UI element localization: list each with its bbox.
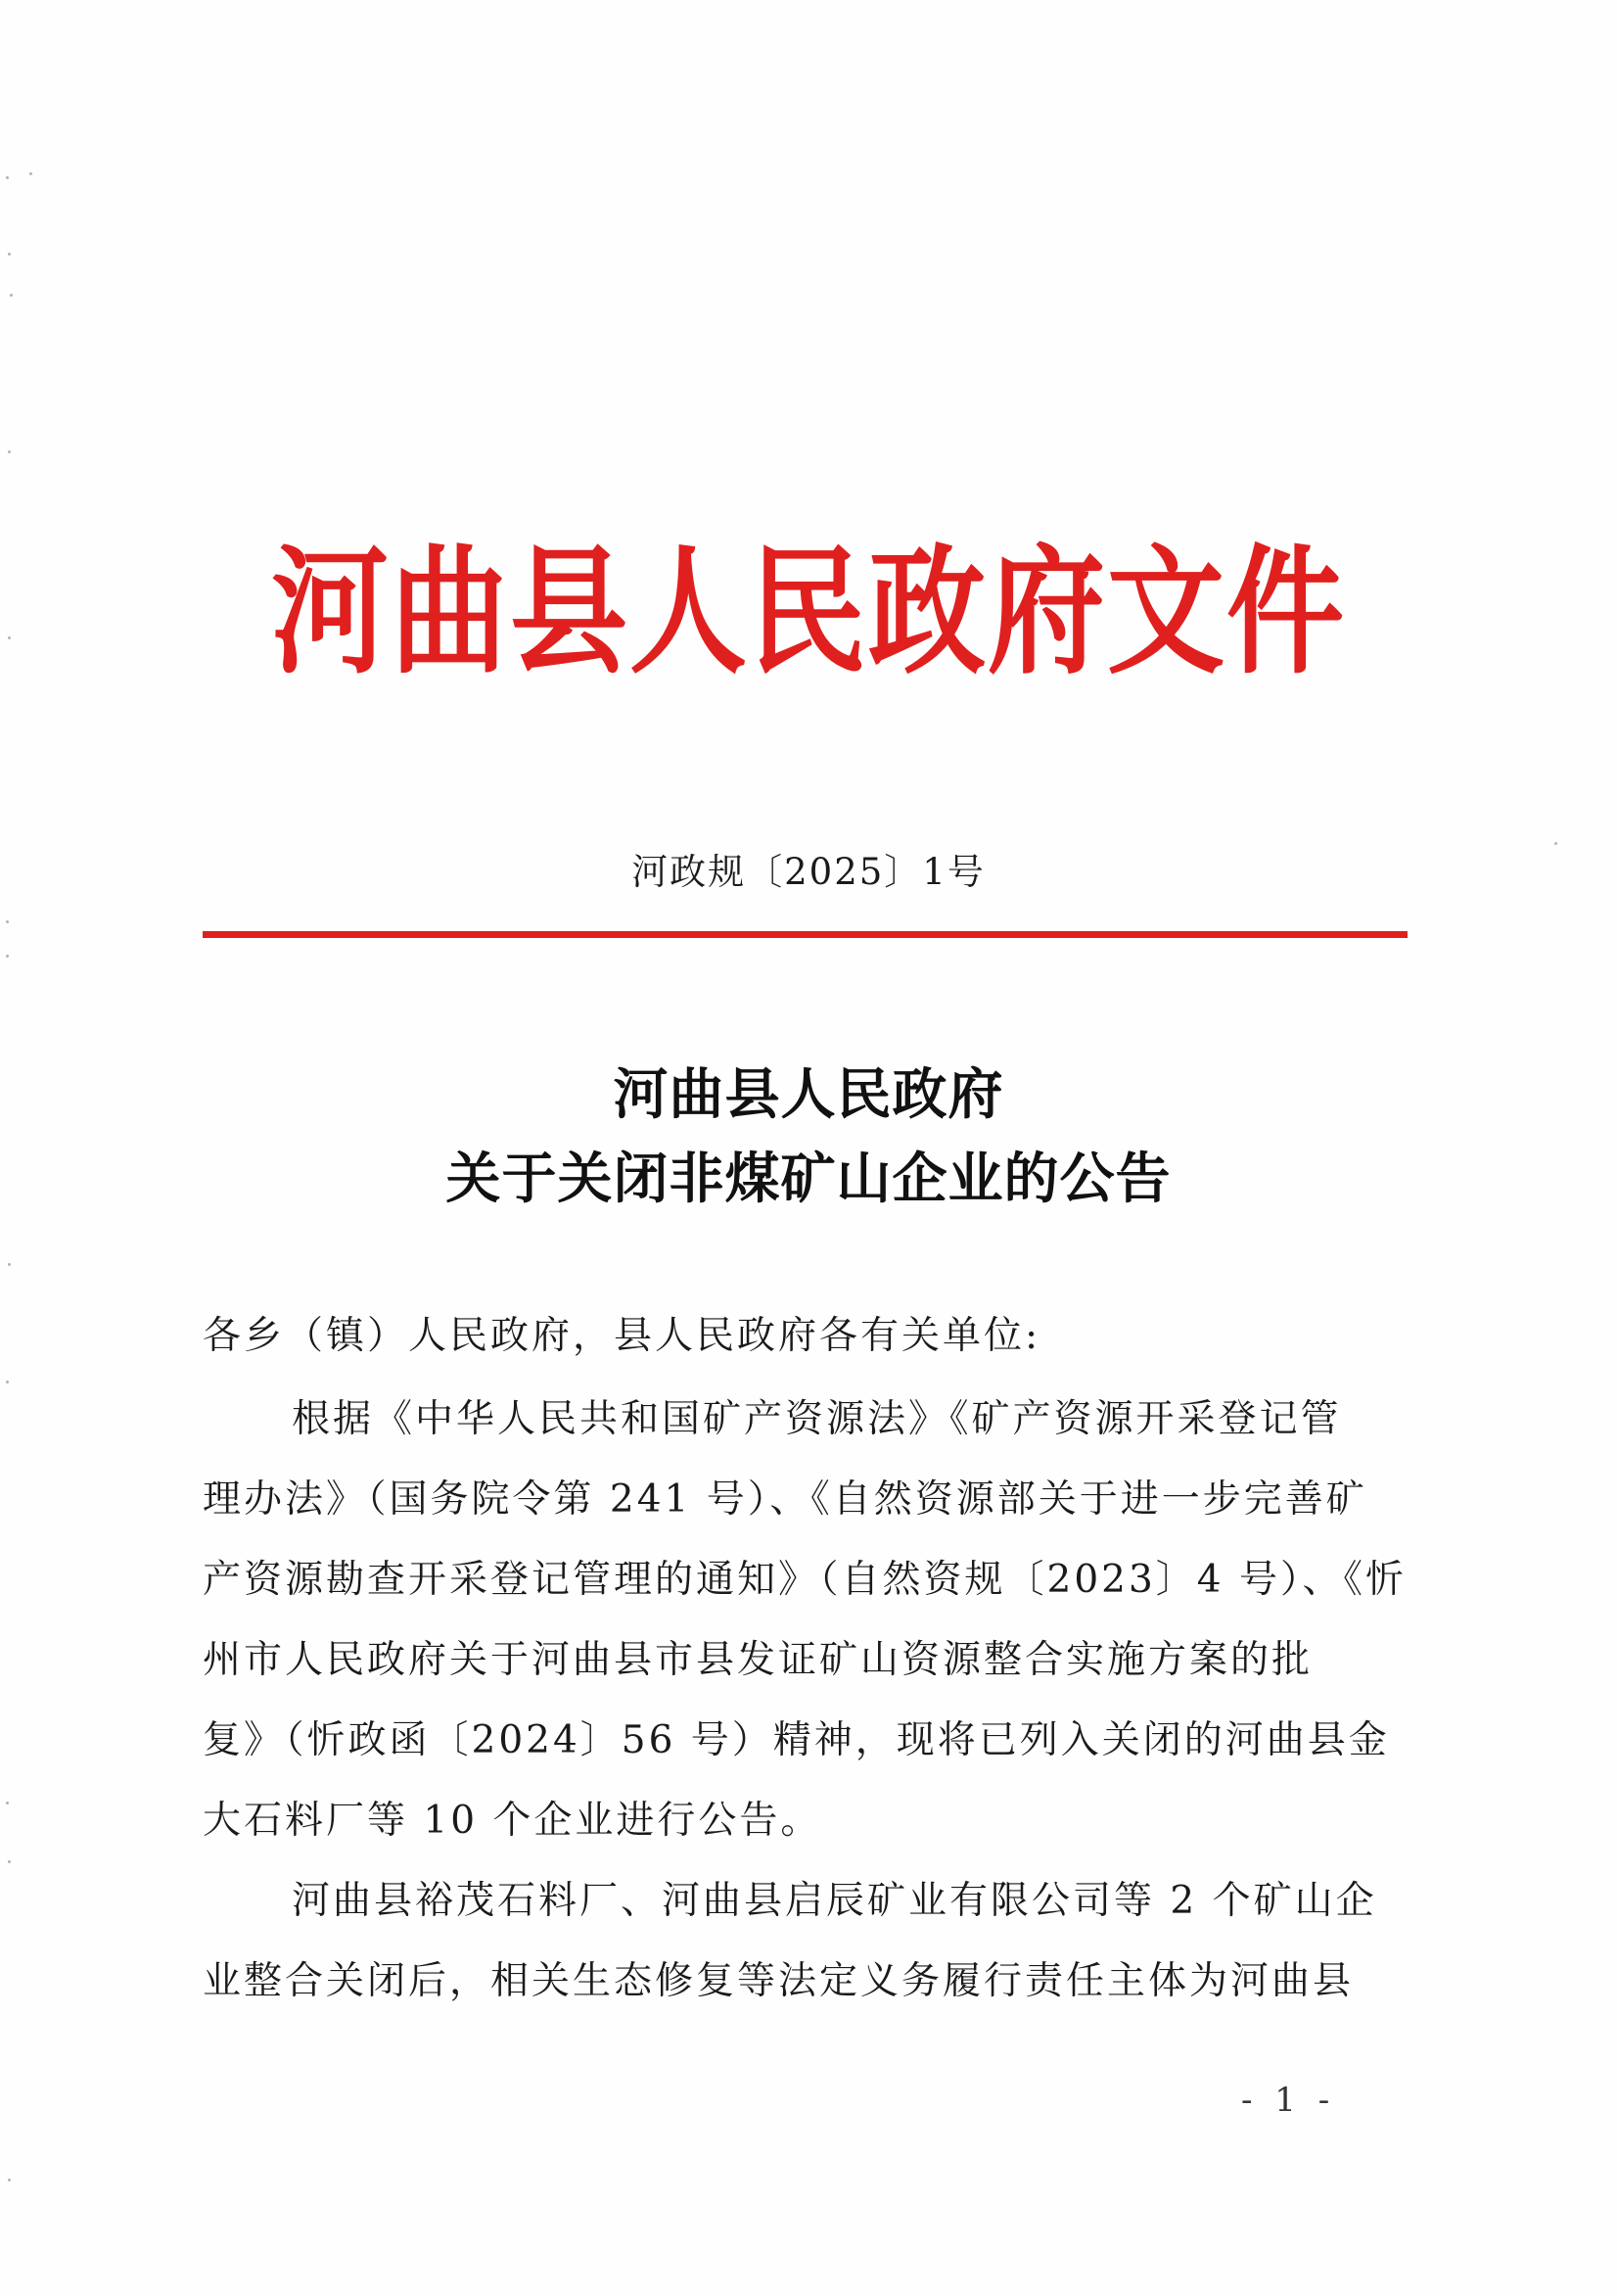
issuing-authority-header: 河曲县人民政府文件 [271, 531, 1346, 694]
scan-speck [8, 1263, 11, 1266]
scan-speck [6, 176, 9, 179]
document-title-line-2: 关于关闭非煤矿山企业的公告 [445, 1147, 1172, 1211]
body-paragraph-line: 州市人民政府关于河曲县市县发证矿山资源整合实施方案的批 [203, 1638, 1314, 1682]
scan-speck [10, 294, 13, 297]
document-number: 河政规〔2025〕1号 [631, 851, 986, 893]
body-paragraph-line: 根据《中华人民共和国矿产资源法》《矿产资源开采登记管 [292, 1397, 1342, 1441]
scan-speck [6, 920, 9, 923]
scan-speck [8, 253, 11, 256]
body-paragraph-line: 大石料厂等 10 个企业进行公告。 [203, 1799, 822, 1843]
page-number: - 1 - [1241, 2081, 1336, 2120]
scan-speck [6, 1802, 9, 1804]
scan-speck [8, 450, 11, 453]
body-paragraph-line: 业整合关闭后，相关生态修复等法定义务履行责任主体为河曲县 [203, 1959, 1355, 2003]
body-paragraph-line: 产资源勘查开采登记管理的通知》（自然资规〔2023〕4 号）、《忻 [203, 1558, 1407, 1602]
scan-speck [6, 955, 9, 958]
scan-speck [8, 1860, 11, 1863]
scan-speck [8, 2179, 11, 2181]
scan-speck [29, 172, 32, 175]
scan-speck [6, 1381, 9, 1383]
body-paragraph-line: 理办法》（国务院令第 241 号）、《自然资源部关于进一步完善矿 [203, 1477, 1367, 1522]
body-paragraph-line: 河曲县裕茂石料厂、河曲县启辰矿业有限公司等 2 个矿山企 [292, 1879, 1377, 1923]
document-title-line-1: 河曲县人民政府 [613, 1062, 1004, 1127]
red-divider-line [203, 931, 1408, 938]
body-paragraph-line: 复》（忻政函〔2024〕56 号）精神，现将已列入关闭的河曲县金 [203, 1718, 1390, 1762]
salutation-line: 各乡（镇）人民政府，县人民政府各有关单位: [203, 1314, 1041, 1358]
